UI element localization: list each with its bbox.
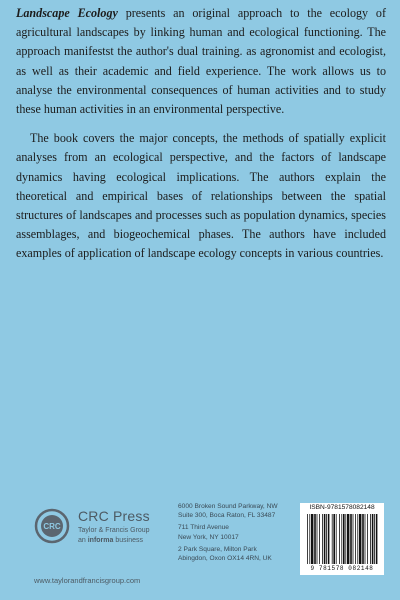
back-cover-blurb [16,4,386,274]
publisher-tagline: an informa business [78,537,143,544]
blurb-paragraph-1-text: presents an original approach to the ecology of agricultural landscapes by linking human and ecological functioning. The approach manifestst the author's dual training. as agronomist and ecologist, as well as their academic and field experience. The work allows us to analyse the environmental consequences of human activities and to study these human activities in an environmental perspective. [16,6,386,117]
address-line: 711 Third Avenue [178,524,229,532]
isbn-barcode-box [300,503,384,575]
blurb-paragraph-2: The book covers the major concepts, the methods of spatially explicit analyses from an ecological perspective, and the factors of landscape dynamics having ecological implications. The authors explain the theoretical and empirical bases of relationships between the spatial structures of landscapes and processes such as population dynamics, species assemblages, and biogeochemical phases. The authors have included examples of application of landscape ecology concepts in various countries. [16,131,386,261]
publisher-website-link[interactable]: www.taylorandfrancisgroup.com [34,576,141,585]
isbn-label: ISBN-9781578082148 [309,504,375,511]
barcode-icon [306,514,378,564]
book-title: Landscape Ecology [16,6,118,20]
publisher-addresses [178,502,288,563]
address-line: 2 Park Square, Milton Park [178,545,257,553]
publisher-group [78,526,150,546]
publisher-name: CRC Press [78,508,150,524]
address-line: 6000 Broken Sound Parkway, NW [178,503,278,510]
address-line: Abingdon, Oxon OX14 4RN, UK [178,555,272,563]
crc-press-logo-icon [34,508,70,544]
address-line: Suite 300, Boca Raton, FL 33487 [178,512,276,520]
blurb-paragraph-1 [16,4,386,119]
publisher-group-name: Taylor & Francis Group [78,527,150,534]
svg-text:CRC: CRC [43,522,61,531]
barcode-digits: 9 781578 082148 [310,565,374,572]
address-line: New York, NY 10017 [178,533,239,541]
